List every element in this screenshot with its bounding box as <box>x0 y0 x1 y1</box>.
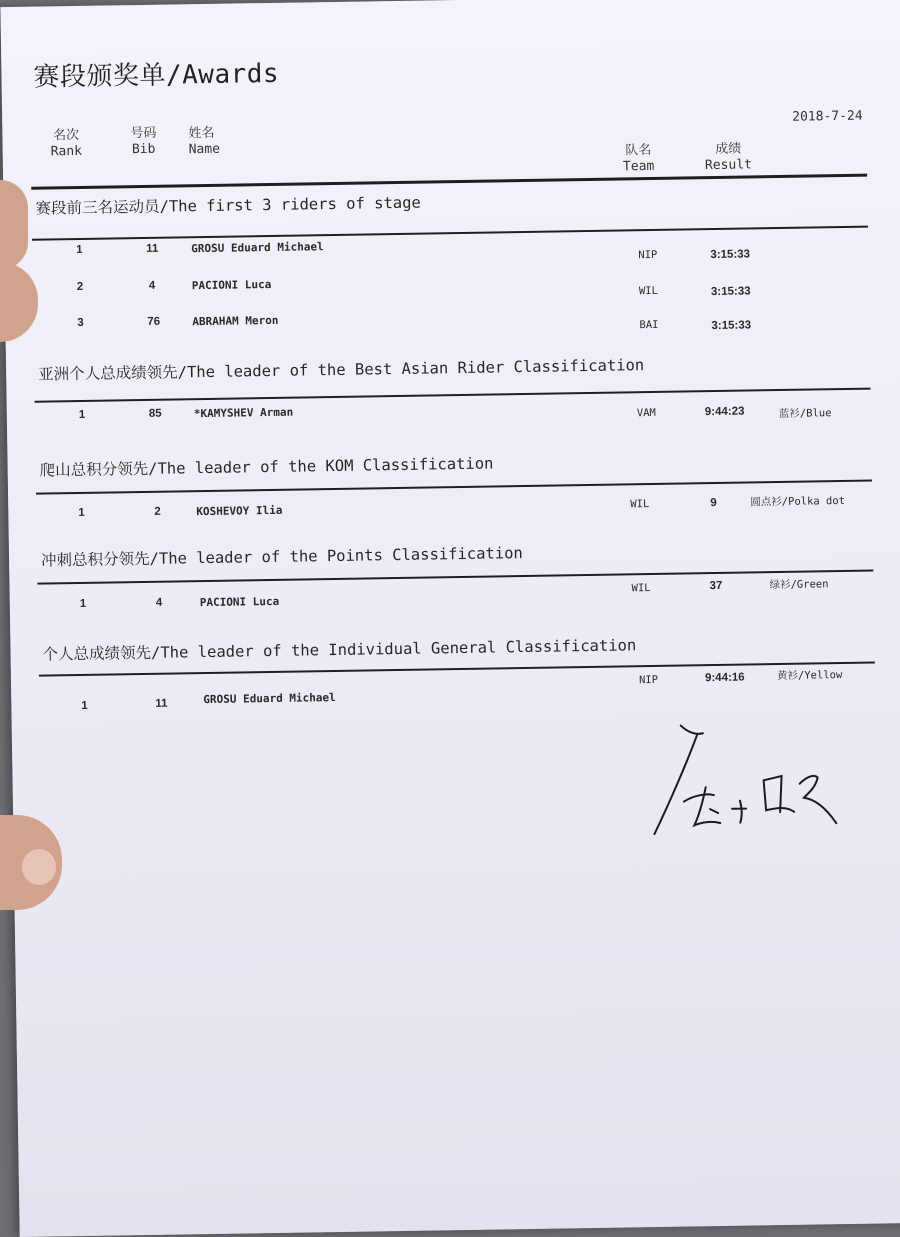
section-title-points: 冲刺总积分领先/The leader of the Points Classification <box>40 544 523 570</box>
team-cell: WIL <box>631 582 651 595</box>
team-cell: NIP <box>638 673 659 687</box>
section-title-asian-rider: 亚洲个人总成绩领先/The leader of the Best Asian Rider Classification <box>38 356 645 384</box>
rank-cell: 2 <box>76 280 84 294</box>
result-cell: 37 <box>709 579 723 593</box>
column-header-rank: 名次 Rank <box>50 127 83 160</box>
result-cell: 3:15:33 <box>711 319 752 333</box>
team-cell: VAM <box>636 406 656 420</box>
result-cell: 3:15:33 <box>710 285 751 299</box>
bib-cell: 11 <box>155 697 168 710</box>
rank-cell: 1 <box>76 243 83 257</box>
name-cell: GROSU Eduard Michael <box>203 691 336 707</box>
section-title-general-classification: 个人总成绩领先/The leader of the Individual General Classification <box>42 636 637 664</box>
rank-cell: 1 <box>78 408 86 422</box>
column-header-team: 队名 Team <box>622 142 655 175</box>
column-header-result: 成绩 Result <box>704 141 753 174</box>
bib-cell: 76 <box>147 315 161 328</box>
name-cell: *KAMYSHEV Arman <box>193 405 294 421</box>
jersey-cell: 绿衫/Green <box>769 578 829 592</box>
name-cell: PACIONI Luca <box>191 277 272 293</box>
jersey-cell: 蓝衫/Blue <box>778 407 832 421</box>
jersey-cell: 黄衫/Yellow <box>776 669 843 683</box>
section-rule <box>35 388 871 403</box>
finger <box>0 180 28 270</box>
section-title-kom: 爬山总积分领先/The leader of the KOM Classification <box>39 454 494 480</box>
rank-cell: 1 <box>81 699 88 712</box>
name-cell: KOSHEVOY Ilia <box>196 503 283 519</box>
bib-cell: 85 <box>148 407 162 420</box>
header-rule <box>31 174 867 190</box>
team-cell: NIP <box>638 248 658 262</box>
bib-cell: 4 <box>148 279 156 292</box>
bib-cell: 11 <box>146 242 159 255</box>
rank-cell: 1 <box>79 597 87 611</box>
section-rule <box>36 480 872 495</box>
section-rule <box>39 662 875 677</box>
team-cell: WIL <box>638 284 658 298</box>
section-title-stage-top3: 赛段前三名运动员/The first 3 riders of stage <box>35 193 421 218</box>
document-date: 2018-7-24 <box>792 108 863 125</box>
result-cell: 9:44:23 <box>704 405 745 419</box>
result-cell: 9 <box>710 496 717 510</box>
column-header-name: 姓名 Name <box>188 125 221 158</box>
bib-cell: 4 <box>155 596 163 609</box>
name-cell: GROSU Eduard Michael <box>191 240 324 256</box>
section-rule <box>32 226 868 241</box>
section-rule <box>37 570 873 585</box>
result-cell: 9:44:16 <box>704 671 745 685</box>
document-title: 赛段颁奖单/Awards <box>33 58 280 93</box>
name-cell: PACIONI Luca <box>199 594 280 610</box>
bib-cell: 2 <box>154 505 161 518</box>
rank-cell: 3 <box>77 316 84 330</box>
team-cell: WIL <box>630 498 650 511</box>
handwritten-signature <box>647 719 849 852</box>
name-cell: ABRAHAM Meron <box>192 313 279 329</box>
column-header-bib: 号码 Bib <box>130 125 157 158</box>
rank-cell: 1 <box>78 506 85 520</box>
jersey-cell: 圆点衫/Polka dot <box>750 494 846 509</box>
team-cell: BAI <box>639 318 659 332</box>
result-cell: 3:15:33 <box>710 248 751 262</box>
